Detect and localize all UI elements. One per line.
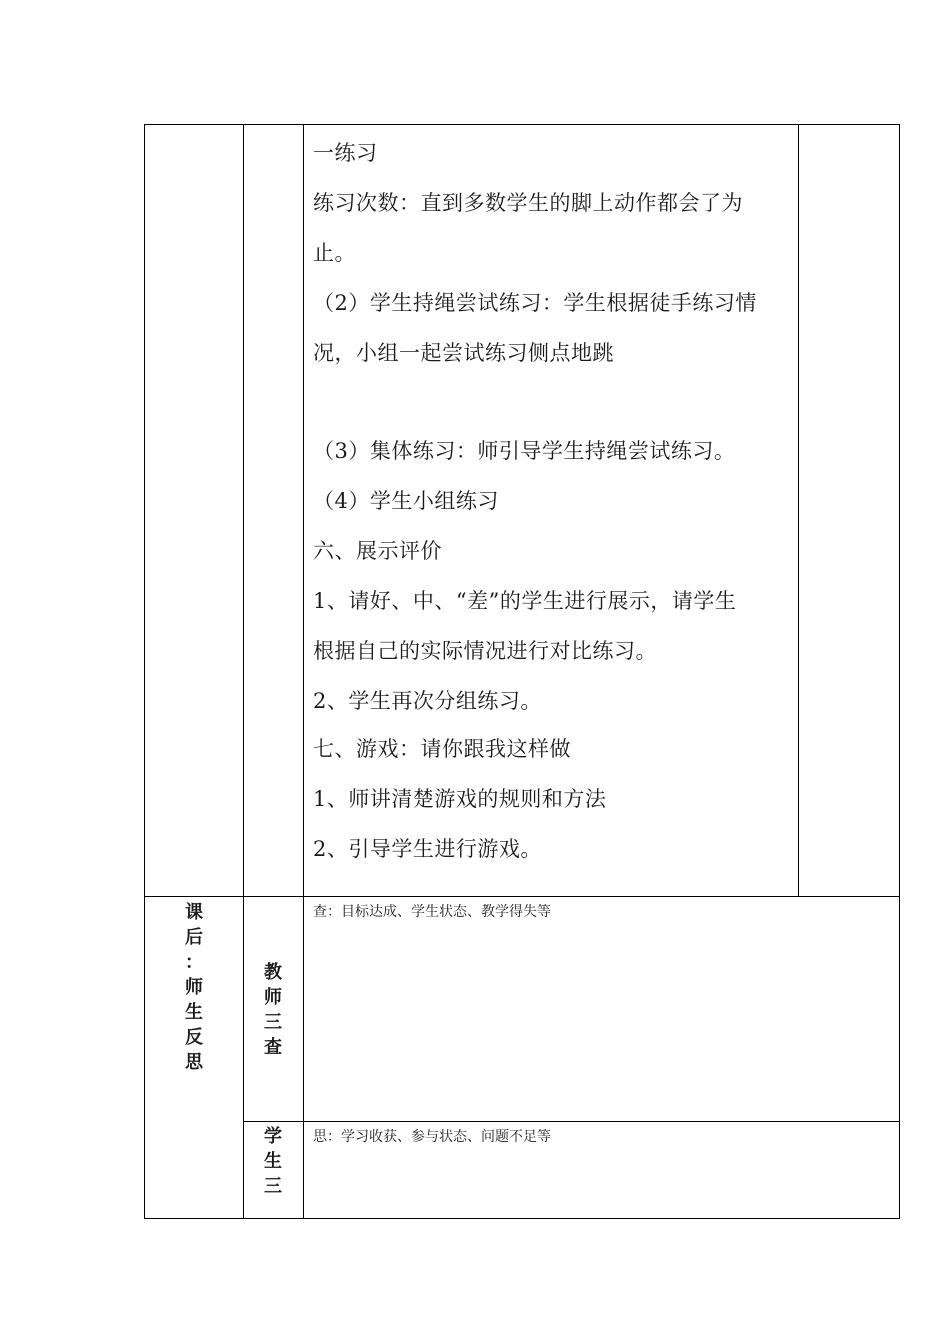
column-divider-1 (243, 124, 244, 1219)
label-char: 生 (185, 1002, 203, 1023)
paragraph: 2、引导学生进行游戏。 (313, 837, 542, 861)
table-left-border (144, 124, 145, 1219)
paragraph: 一练习 (313, 141, 378, 165)
label-char: 师 (185, 977, 203, 998)
reflection-section-label (182, 900, 206, 1075)
label-char: 思 (185, 1052, 203, 1073)
row-divider-student (243, 1121, 900, 1122)
student-reflect-text: 思：学习收获、参与状态、问题不足等 (313, 1129, 551, 1145)
label-char: 师 (264, 987, 282, 1008)
column-divider-2 (303, 124, 304, 1219)
paragraph: 况，小组一起尝试练习侧点地跳 (313, 341, 614, 365)
label-char: 课 (185, 902, 203, 923)
paragraph: 2、学生再次分组练习。 (313, 689, 542, 713)
label-char: 学 (264, 1126, 282, 1147)
paragraph: 1、师讲清楚游戏的规则和方法 (313, 787, 607, 811)
label-char: 三 (264, 1012, 282, 1033)
paragraph: 止。 (313, 241, 356, 265)
teacher-check-text: 查：目标达成、学生状态、教学得失等 (313, 904, 551, 920)
label-char: ： (185, 952, 203, 973)
paragraph: 六、展示评价 (313, 539, 442, 563)
table-bottom-border (144, 1218, 900, 1219)
paragraph: （2）学生持绳尝试练习：学生根据徒手练习情 (313, 291, 757, 315)
paragraph: 根据自己的实际情况进行对比练习。 (313, 639, 657, 663)
label-char: 查 (264, 1037, 282, 1058)
label-char: 三 (264, 1176, 282, 1197)
paragraph: 1、请好、中、“差”的学生进行展示，请学生 (313, 589, 737, 613)
label-char: 后 (185, 927, 203, 948)
paragraph: 七、游戏：请你跟我这样做 (313, 737, 571, 761)
student-reflect-label (261, 1124, 285, 1199)
teacher-check-label (261, 960, 285, 1060)
label-char: 生 (264, 1151, 282, 1172)
label-char: 反 (185, 1027, 203, 1048)
paragraph: 练习次数：直到多数学生的脚上动作都会了为 (313, 191, 743, 215)
label-char: 教 (264, 962, 282, 983)
paragraph: （3）集体练习：师引导学生持绳尝试练习。 (313, 439, 736, 463)
table-right-border (899, 124, 900, 1219)
row-divider-reflection (144, 896, 900, 897)
paragraph: （4）学生小组练习 (313, 489, 499, 513)
table-top-border (144, 124, 900, 125)
column-divider-3 (798, 124, 799, 897)
